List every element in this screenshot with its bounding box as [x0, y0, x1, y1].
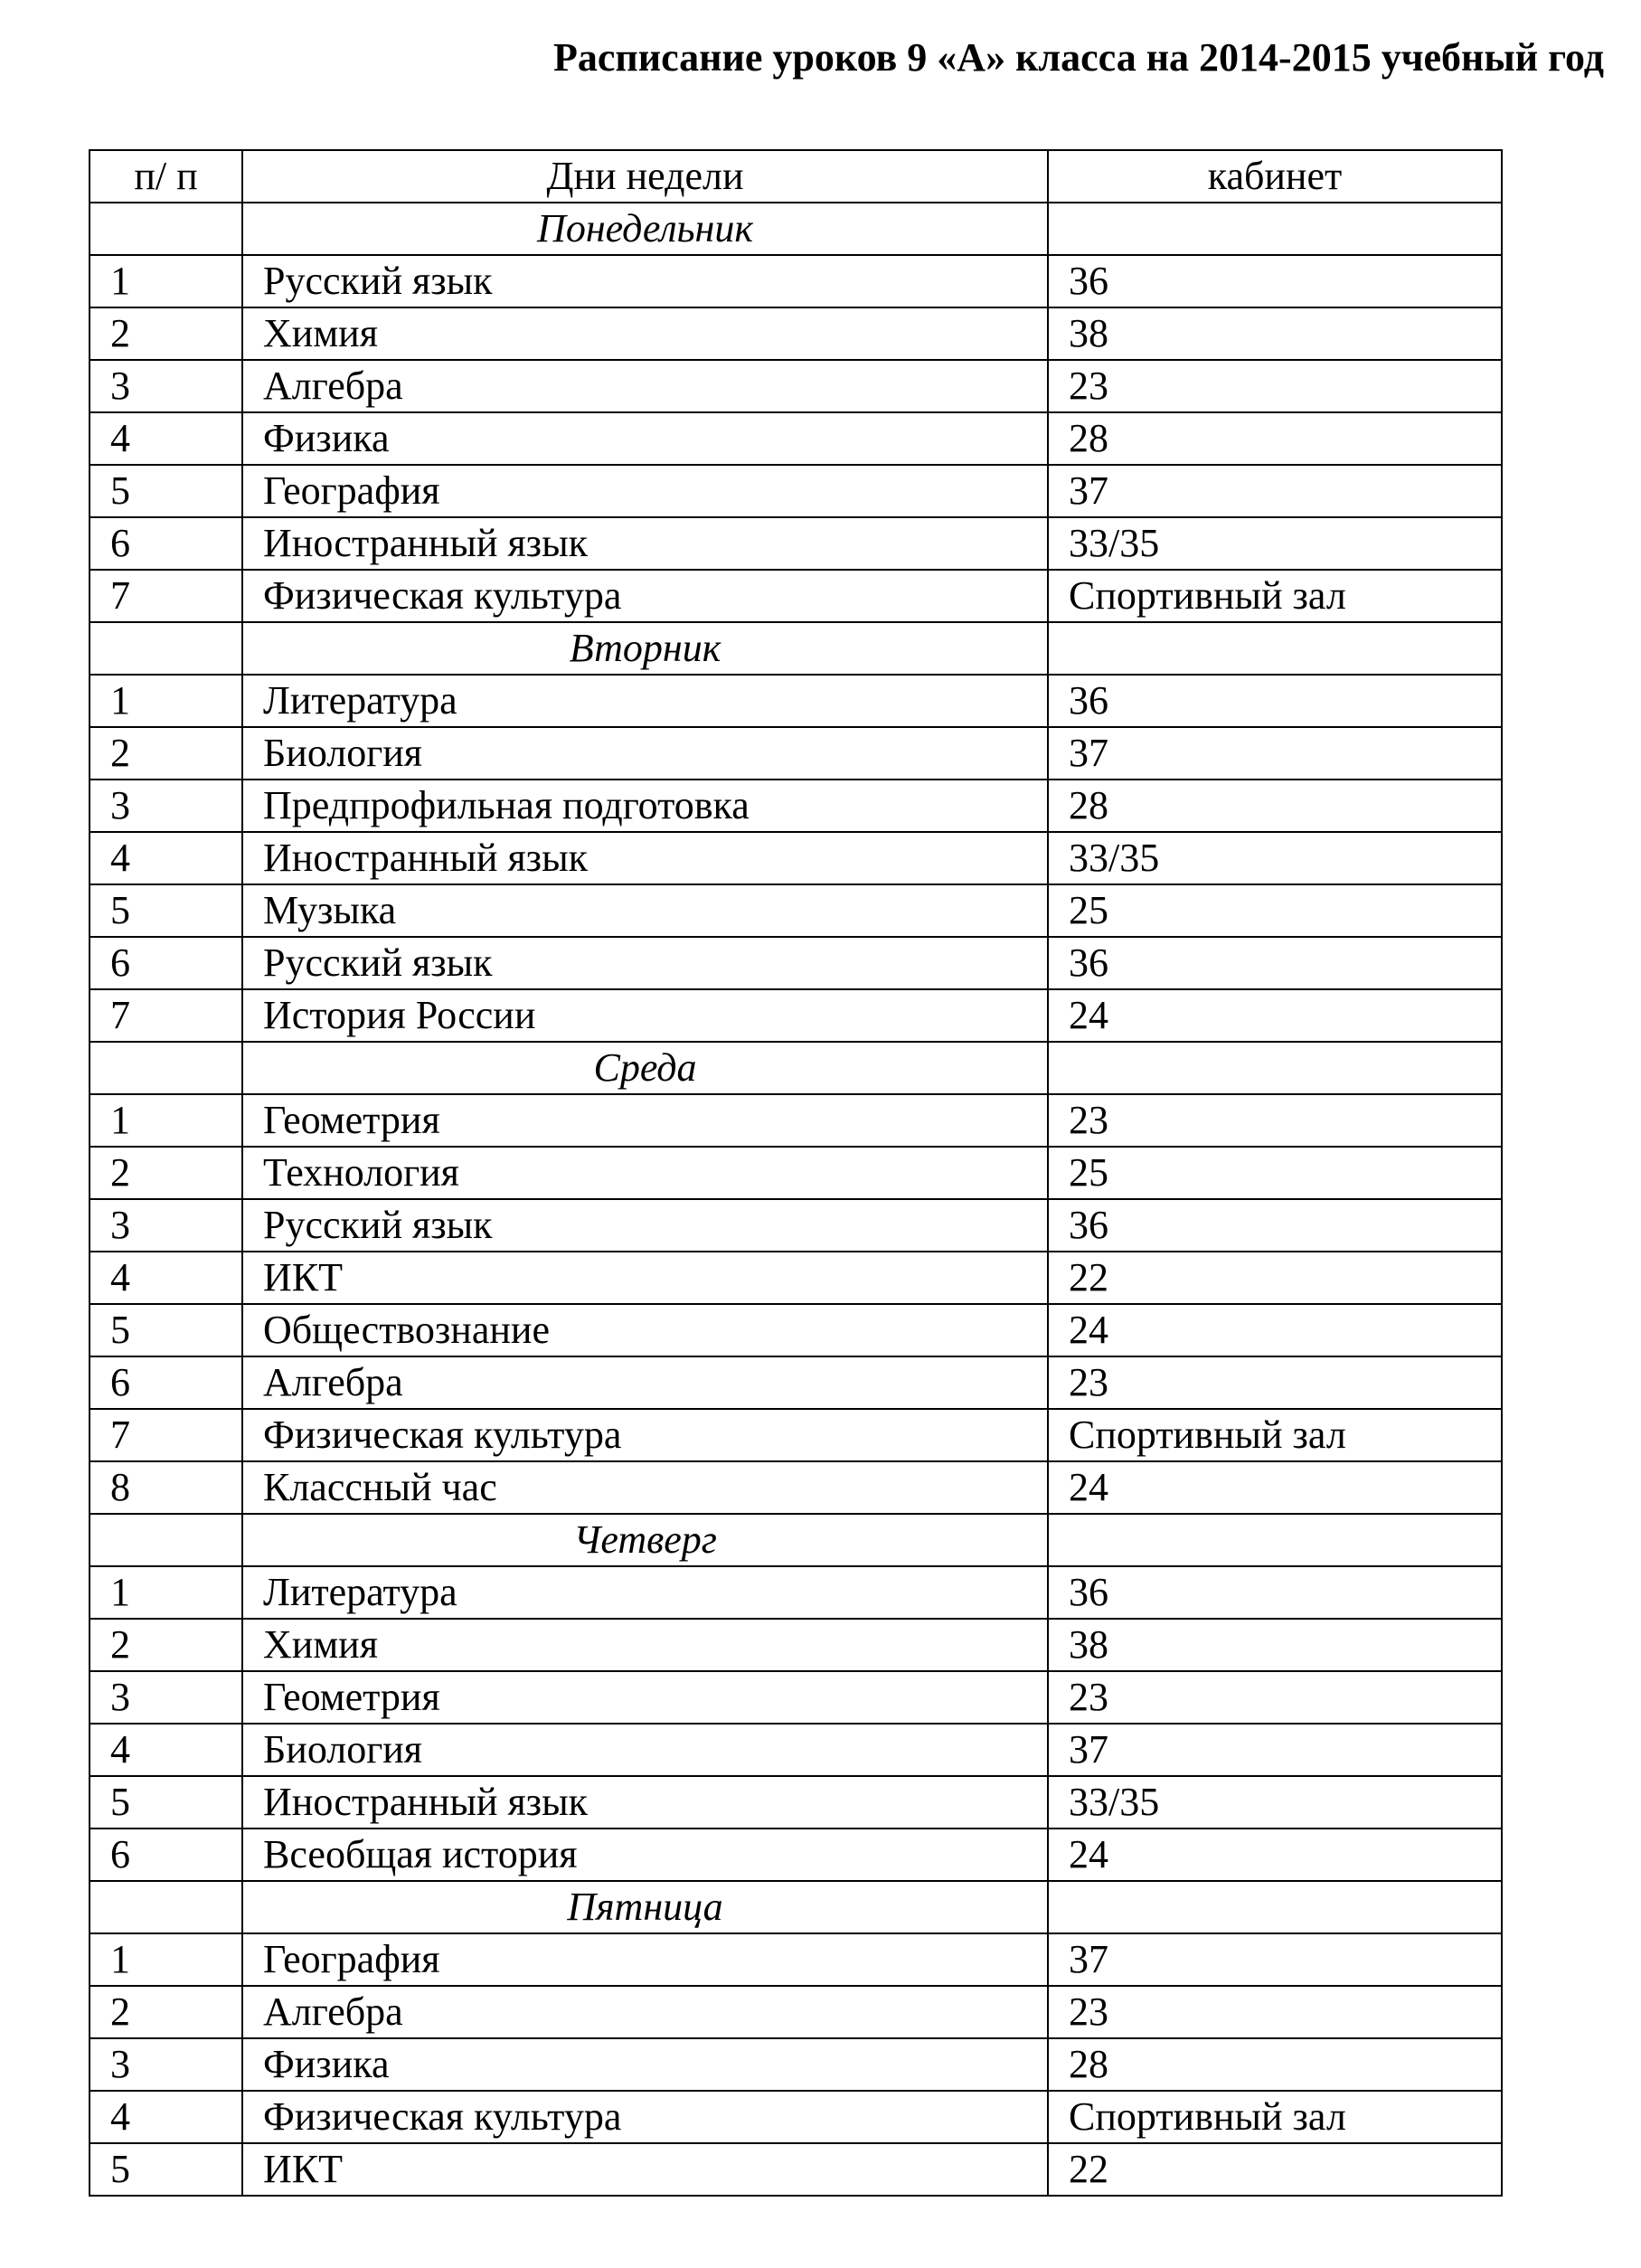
table-row: [90, 1671, 1502, 1724]
lesson-number: 2: [90, 307, 242, 360]
day-row-num-cell: [90, 1042, 242, 1094]
table-row: [90, 675, 1502, 727]
lesson-number: 6: [90, 517, 242, 570]
lesson-number: 3: [90, 1671, 242, 1724]
lesson-room: 37: [1048, 1933, 1502, 1986]
lesson-subject: Русский язык: [242, 937, 1048, 989]
lesson-room: 37: [1048, 727, 1502, 780]
lesson-number: 5: [90, 2143, 242, 2196]
lesson-number: 5: [90, 465, 242, 517]
lesson-number: 1: [90, 1933, 242, 1986]
lesson-subject: Музыка: [242, 884, 1048, 937]
lesson-subject: Геометрия: [242, 1094, 1048, 1147]
table-row: [90, 1724, 1502, 1776]
lesson-subject: Предпрофильная подготовка: [242, 780, 1048, 832]
table-row: [90, 1199, 1502, 1252]
table-row: [90, 1566, 1502, 1619]
header-room: кабинет: [1048, 150, 1502, 203]
table-row: [90, 1776, 1502, 1829]
lesson-number: 1: [90, 255, 242, 307]
lesson-room: 37: [1048, 465, 1502, 517]
lesson-room: 25: [1048, 884, 1502, 937]
lesson-room: 22: [1048, 1252, 1502, 1304]
lesson-number: 2: [90, 1986, 242, 2038]
lesson-room: Спортивный зал: [1048, 1409, 1502, 1461]
lesson-subject: Физика: [242, 412, 1048, 465]
table-row: [90, 360, 1502, 412]
day-name: Четверг: [242, 1514, 1048, 1566]
lesson-number: 1: [90, 1094, 242, 1147]
day-row-room-cell: [1048, 622, 1502, 675]
lesson-room: 24: [1048, 1829, 1502, 1881]
table-row: [90, 570, 1502, 622]
lesson-subject: Алгебра: [242, 1356, 1048, 1409]
lesson-number: 3: [90, 2038, 242, 2091]
day-row-num-cell: [90, 1881, 242, 1933]
lesson-subject: ИКТ: [242, 2143, 1048, 2196]
table-row: [90, 465, 1502, 517]
day-row: [90, 1881, 1502, 1933]
schedule-table-body: [90, 150, 1502, 2196]
lesson-room: Спортивный зал: [1048, 570, 1502, 622]
table-row: [90, 727, 1502, 780]
lesson-number: 7: [90, 570, 242, 622]
lesson-number: 1: [90, 1566, 242, 1619]
lesson-number: 5: [90, 884, 242, 937]
lesson-subject: Физическая культура: [242, 1409, 1048, 1461]
lesson-number: 3: [90, 780, 242, 832]
table-row: [90, 1252, 1502, 1304]
header-day: Дни недели: [242, 150, 1048, 203]
day-name: Понедельник: [242, 203, 1048, 255]
lesson-room: 36: [1048, 1199, 1502, 1252]
table-row: [90, 1829, 1502, 1881]
table-row: [90, 1619, 1502, 1671]
lesson-room: 25: [1048, 1147, 1502, 1199]
lesson-subject: Физика: [242, 2038, 1048, 2091]
lesson-number: 6: [90, 937, 242, 989]
lesson-number: 7: [90, 989, 242, 1042]
table-row: [90, 412, 1502, 465]
lesson-room: 36: [1048, 255, 1502, 307]
lesson-room: 28: [1048, 412, 1502, 465]
table-row: [90, 1986, 1502, 2038]
lesson-subject: Русский язык: [242, 1199, 1048, 1252]
table-row: [90, 1094, 1502, 1147]
table-row: [90, 2038, 1502, 2091]
lesson-number: 6: [90, 1356, 242, 1409]
lesson-room: 37: [1048, 1724, 1502, 1776]
day-row: [90, 1042, 1502, 1094]
lesson-room: Спортивный зал: [1048, 2091, 1502, 2143]
header-num: п/ п: [90, 150, 242, 203]
lesson-room: 23: [1048, 1986, 1502, 2038]
table-header-row: [90, 150, 1502, 203]
table-row: [90, 1409, 1502, 1461]
table-row: [90, 1933, 1502, 1986]
lesson-room: 36: [1048, 675, 1502, 727]
table-row: [90, 1147, 1502, 1199]
lesson-room: 24: [1048, 1461, 1502, 1514]
lesson-subject: Физическая культура: [242, 2091, 1048, 2143]
lesson-number: 3: [90, 1199, 242, 1252]
lesson-room: 33/35: [1048, 1776, 1502, 1829]
lesson-number: 1: [90, 675, 242, 727]
lesson-room: 23: [1048, 1094, 1502, 1147]
lesson-number: 3: [90, 360, 242, 412]
lesson-number: 4: [90, 2091, 242, 2143]
lesson-subject: Биология: [242, 1724, 1048, 1776]
day-row-room-cell: [1048, 1042, 1502, 1094]
lesson-room: 23: [1048, 1671, 1502, 1724]
table-row: [90, 1356, 1502, 1409]
table-row: [90, 1304, 1502, 1356]
table-row: [90, 937, 1502, 989]
lesson-room: 36: [1048, 1566, 1502, 1619]
lesson-subject: Литература: [242, 1566, 1048, 1619]
day-name: Пятница: [242, 1881, 1048, 1933]
lesson-subject: Иностранный язык: [242, 832, 1048, 884]
day-name: Среда: [242, 1042, 1048, 1094]
table-row: [90, 517, 1502, 570]
table-row: [90, 832, 1502, 884]
lesson-room: 36: [1048, 937, 1502, 989]
day-row-num-cell: [90, 203, 242, 255]
lesson-number: 7: [90, 1409, 242, 1461]
day-name: Вторник: [242, 622, 1048, 675]
lesson-subject: Обществознание: [242, 1304, 1048, 1356]
lesson-number: 5: [90, 1304, 242, 1356]
day-row: [90, 203, 1502, 255]
page-title: Расписание уроков 9 «А» класса на 2014-2015 учебный год: [552, 35, 1604, 80]
lesson-number: 2: [90, 1147, 242, 1199]
lesson-subject: Всеобщая история: [242, 1829, 1048, 1881]
day-row: [90, 622, 1502, 675]
lesson-number: 8: [90, 1461, 242, 1514]
lesson-number: 5: [90, 1776, 242, 1829]
lesson-subject: Русский язык: [242, 255, 1048, 307]
lesson-room: 38: [1048, 1619, 1502, 1671]
lesson-room: 28: [1048, 2038, 1502, 2091]
lesson-room: 23: [1048, 360, 1502, 412]
lesson-subject: География: [242, 465, 1048, 517]
schedule-table: [89, 149, 1503, 2197]
lesson-subject: Технология: [242, 1147, 1048, 1199]
lesson-number: 4: [90, 1252, 242, 1304]
lesson-subject: Физическая культура: [242, 570, 1048, 622]
table-row: [90, 884, 1502, 937]
day-row-room-cell: [1048, 203, 1502, 255]
lesson-subject: Иностранный язык: [242, 1776, 1048, 1829]
lesson-number: 4: [90, 1724, 242, 1776]
lesson-room: 22: [1048, 2143, 1502, 2196]
lesson-room: 38: [1048, 307, 1502, 360]
lesson-subject: Химия: [242, 307, 1048, 360]
day-row-num-cell: [90, 1514, 242, 1566]
lesson-number: 2: [90, 1619, 242, 1671]
table-row: [90, 2091, 1502, 2143]
lesson-subject: Биология: [242, 727, 1048, 780]
lesson-room: 33/35: [1048, 517, 1502, 570]
lesson-subject: Химия: [242, 1619, 1048, 1671]
day-row-room-cell: [1048, 1514, 1502, 1566]
lesson-subject: Классный час: [242, 1461, 1048, 1514]
day-row: [90, 1514, 1502, 1566]
lesson-room: 24: [1048, 989, 1502, 1042]
lesson-subject: География: [242, 1933, 1048, 1986]
lesson-subject: Алгебра: [242, 1986, 1048, 2038]
lesson-room: 28: [1048, 780, 1502, 832]
table-row: [90, 1461, 1502, 1514]
lesson-subject: Литература: [242, 675, 1048, 727]
lesson-room: 23: [1048, 1356, 1502, 1409]
lesson-room: 33/35: [1048, 832, 1502, 884]
lesson-subject: Иностранный язык: [242, 517, 1048, 570]
table-row: [90, 2143, 1502, 2196]
table-row: [90, 780, 1502, 832]
lesson-subject: ИКТ: [242, 1252, 1048, 1304]
lesson-subject: Геометрия: [242, 1671, 1048, 1724]
lesson-number: 4: [90, 412, 242, 465]
table-row: [90, 307, 1502, 360]
lesson-subject: История России: [242, 989, 1048, 1042]
table-row: [90, 255, 1502, 307]
table-row: [90, 989, 1502, 1042]
day-row-num-cell: [90, 622, 242, 675]
day-row-room-cell: [1048, 1881, 1502, 1933]
lesson-room: 24: [1048, 1304, 1502, 1356]
lesson-subject: Алгебра: [242, 360, 1048, 412]
lesson-number: 4: [90, 832, 242, 884]
lesson-number: 2: [90, 727, 242, 780]
lesson-number: 6: [90, 1829, 242, 1881]
